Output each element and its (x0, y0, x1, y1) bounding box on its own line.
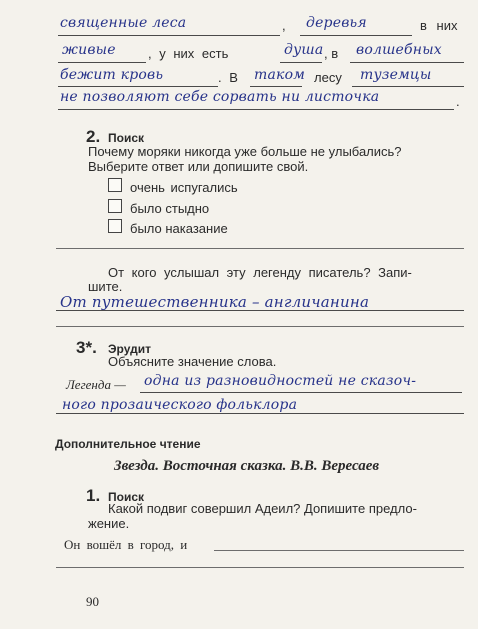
handwritten-answer: священные леса (60, 15, 187, 31)
printed-text: . (456, 94, 460, 109)
handwritten-answer: одна из разновидностей не сказоч- (144, 373, 417, 389)
writing-line (56, 567, 464, 568)
answer-checkbox[interactable] (108, 219, 122, 233)
answer-checkbox[interactable] (108, 199, 122, 213)
task-heading: Поиск (108, 490, 145, 504)
handwritten-answer: От путешественника – англичанина (60, 293, 370, 311)
section-title: Дополнительное чтение (55, 437, 201, 451)
printed-text: , в (324, 46, 339, 61)
handwritten-answer: не позволяют себе сорвать ни листочка (60, 89, 380, 105)
answer-checkbox[interactable] (108, 178, 122, 192)
handwritten-answer: бежит кровь (60, 67, 164, 83)
answer-line (350, 62, 464, 63)
task-question-line: От кого услышал эту легенду писатель? Запи- (108, 265, 412, 280)
answer-line (140, 392, 462, 393)
answer-line (300, 35, 412, 36)
answer-line (352, 86, 464, 87)
story-title: Звезда. Восточная сказка. В.В. Вересаев (114, 458, 380, 474)
answer-line (56, 413, 464, 414)
task-question-line: Почему моряки никогда уже больше не улыбались? (88, 144, 402, 159)
task-question-line: шите. (88, 279, 123, 294)
handwritten-answer: живые (62, 42, 116, 58)
task-number: 2. (86, 127, 101, 146)
handwritten-answer: душа (284, 42, 324, 58)
printed-text: , у них есть (148, 46, 229, 61)
option-label: очень испугались (130, 180, 238, 195)
handwritten-answer: таком (254, 67, 306, 83)
printed-text: , (282, 18, 286, 33)
sentence-start: Он вошёл в город, и (64, 537, 188, 552)
task-question-line: жение. (88, 516, 130, 531)
writing-line (56, 248, 464, 249)
answer-line (58, 62, 146, 63)
page-number: 90 (86, 594, 99, 609)
option-label: было стыдно (130, 201, 210, 216)
printed-text: . В (218, 70, 238, 85)
answer-line (58, 35, 280, 36)
task-heading: Эрудит (108, 342, 151, 356)
task-number: 1. (86, 486, 101, 505)
printed-text: в них (420, 18, 458, 33)
handwritten-answer: туземцы (360, 67, 432, 83)
answer-line (280, 62, 322, 63)
task-heading: Поиск (108, 131, 145, 145)
task-question-line: Выберите ответ или допишите свой. (88, 159, 309, 174)
handwritten-answer: волшебных (356, 42, 442, 58)
answer-line (56, 310, 464, 311)
option-label: было наказание (130, 221, 228, 236)
answer-line (250, 86, 302, 87)
writing-line (214, 550, 464, 551)
task-number: 3*. (76, 338, 97, 357)
writing-line (56, 326, 464, 327)
task-instruction: Объясните значение слова. (108, 354, 277, 369)
task-question-line: Какой подвиг совершил Адеил? Допишите предло- (108, 501, 417, 516)
handwritten-answer: ного прозаического фольклора (62, 397, 298, 413)
term-label: Легенда — (66, 377, 126, 392)
handwritten-answer: деревья (306, 15, 367, 31)
answer-line (58, 109, 454, 110)
answer-line (58, 86, 218, 87)
printed-text: лесу (314, 70, 342, 85)
